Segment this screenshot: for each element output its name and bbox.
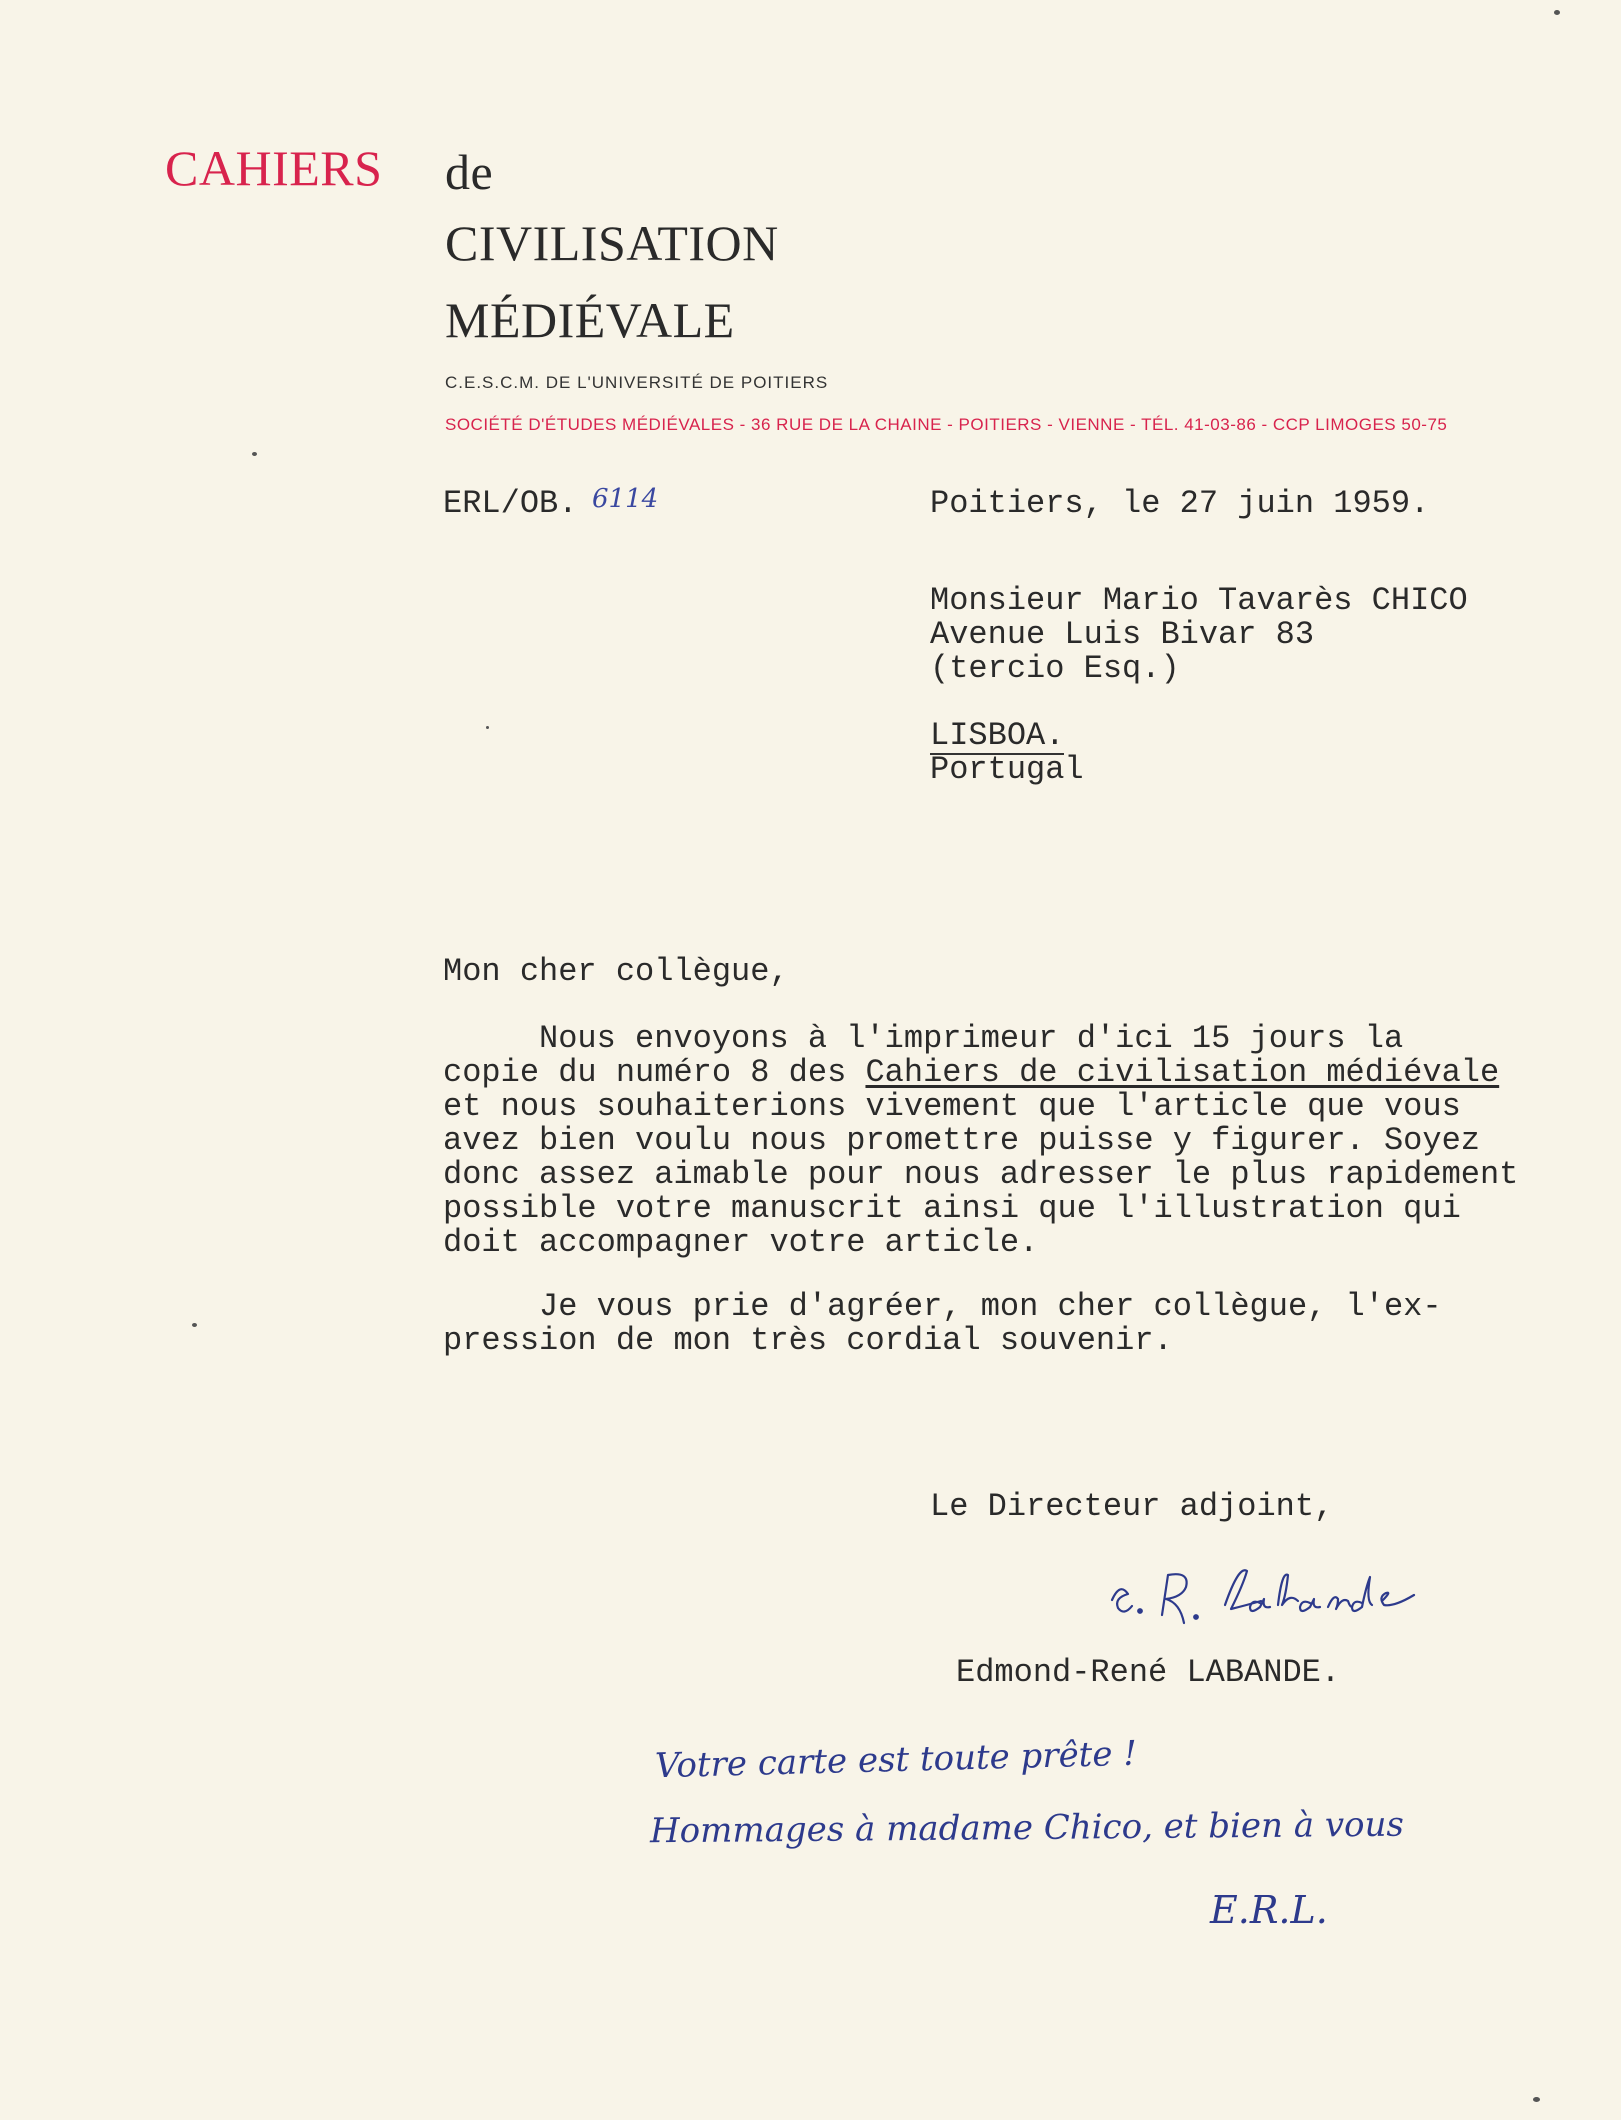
body-line: donc assez aimable pour nous adresser le plus rapidement [443,1156,1519,1193]
letterhead-address: SOCIÉTÉ D'ÉTUDES MÉDIÉVALES - 36 RUE DE LA CHAINE - POITIERS - VIENNE - TÉL. 41-03-86 - CCP LIMOGES 50-75 [445,415,1448,434]
closing-title: Le Directeur adjoint, [930,1488,1334,1525]
postscript-initials: E.R.L. [1210,1888,1328,1932]
body-line: Je vous prie d'agréer, mon cher collègue, l'ex- [443,1288,1442,1325]
body-line: et nous souhaiterions vivement que l'article que vous [443,1088,1461,1125]
recipient-note: (tercio Esq.) [930,650,1180,687]
recipient-name: Monsieur Mario Tavarès CHICO [930,582,1468,619]
signatory-name: Edmond-René LABANDE. [956,1654,1341,1691]
salutation: Mon cher collègue, [443,953,789,990]
letterhead-institution: C.E.S.C.M. DE L'UNIVERSITÉ DE POITIERS [445,373,829,392]
body-line: avez bien voulu nous promettre puisse y figurer. Soyez [443,1122,1480,1159]
recipient-street: Avenue Luis Bivar 83 [930,616,1315,653]
letterhead-cahiers: CAHIERS [165,140,383,196]
body-line: pression de mon très cordial souvenir. [443,1322,1173,1359]
letterhead-medievale: MÉDIÉVALE [445,292,735,348]
recipient-country: Portugal [930,751,1084,788]
journal-title: Cahiers de civilisation médiévale [865,1054,1500,1091]
body-line [443,1056,1593,1090]
place-date: Poitiers, le 27 juin 1959. [930,485,1430,522]
body-line: doit accompagner votre article. [443,1224,1039,1261]
postscript-line-2: Hommages à madame Chico, et bien à vous [649,1804,1405,1852]
postscript-line-1: Votre carte est toute prête ! [654,1733,1138,1787]
reference: ERL/OB. [443,485,578,522]
body-line: possible votre manuscrit ainsi que l'illustration qui [443,1190,1461,1227]
letterhead-de: de [445,144,494,200]
signature [1100,1545,1430,1645]
reference-handwritten: 6114 [592,484,659,514]
letterhead-civilisation: CIVILISATION [445,215,779,271]
recipient-city: LISBOA. [930,717,1065,754]
body-line: Nous envoyons à l'imprimeur d'ici 15 jours la [443,1020,1404,1057]
body-text: copie du numéro 8 des [443,1054,866,1091]
